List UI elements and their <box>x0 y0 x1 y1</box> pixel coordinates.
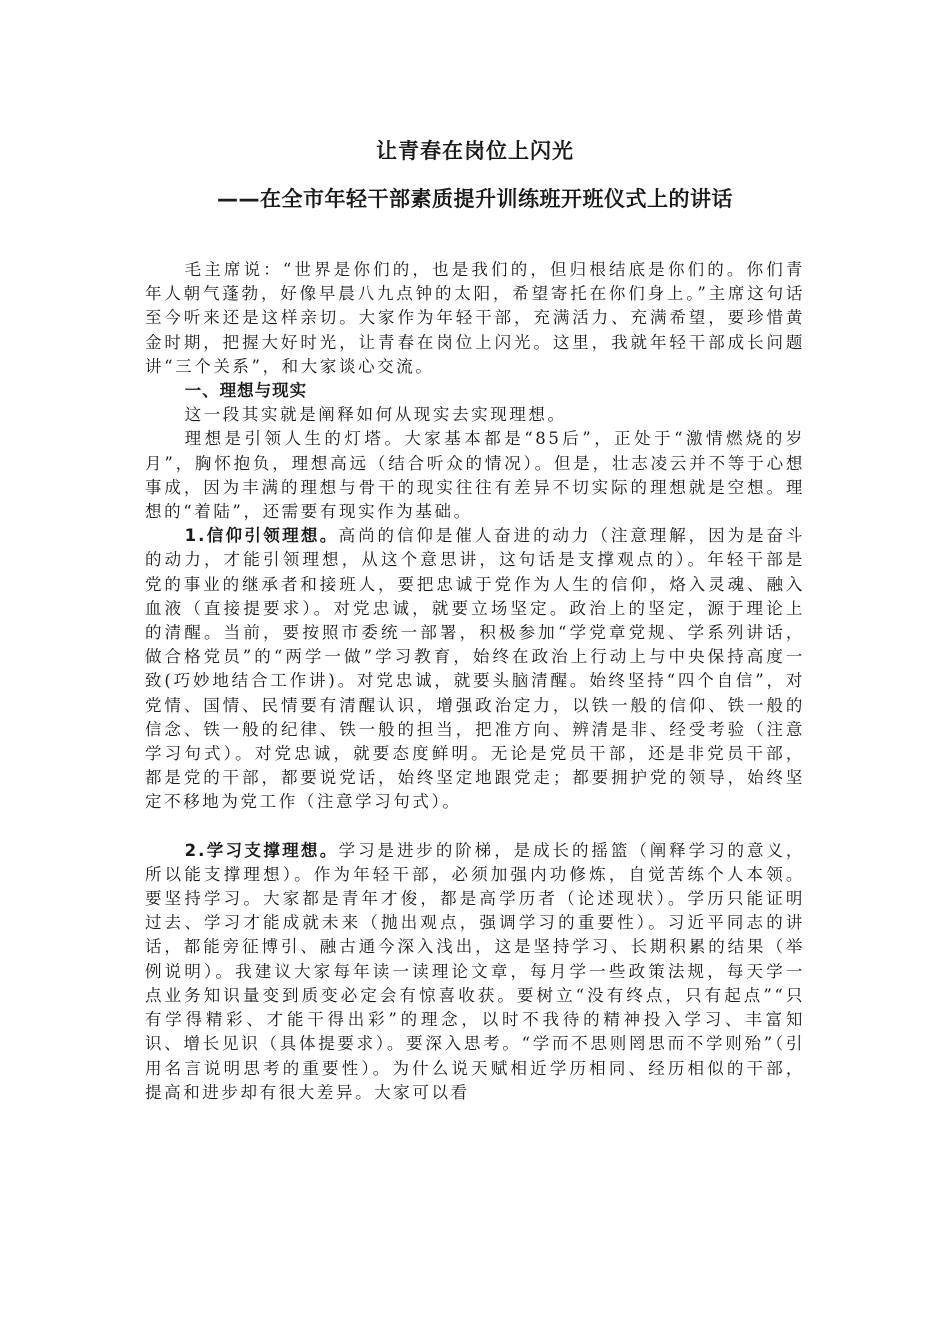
point-text-2: 学习是进步的阶梯，是成长的摇篮（阐释学习的意义，所以能支撑理想）。作为年轻干部，必须加强内功修炼，自觉苦练个人本领。要坚持学习。大家都是青年才俊，都是高学历者（论述现状）。学历只能证明过去、学习才能成就未来（抛出观点，强调学习的重要性）。习近平同志的讲话，都能旁征博引、融古通今深入浅出，这是坚持学习、长期积累的结果（举例说明）。我建议大家每年读一读理论文章，每月学一些政策法规，每天学一点业务知识量变到质变必定会有惊喜收获。要树立“没有终点，只有起点”“只有学得精彩、才能干得出彩”的理念，以时不我待的精神投入学习、丰富知识、增长见识（具体提要求）。要深入思考。“学而不思则罔思而不学则殆”（引用名言说明思考的重要性）。为什么说天赋相近学历相同、经历相似的干部，提高和进步却有很大差异。大家可以看 <box>145 840 806 1102</box>
section-paragraph: 理想是引领人生的灯塔。大家基本都是“85后”，正处于“激情燃烧的岁月”，胸怀抱负，理想高远（结合听众的情况）。但是，壮志凌云并不等于心想事成，因为丰满的理想与骨干的现实往往有差异不切实际的理想就是空想。理想的“着陆”，还需要有现实作为基础。 <box>145 429 805 522</box>
document-title: 让青春在岗位上闪光 <box>376 139 574 163</box>
document-subtitle: ——在全市年轻干部素质提升训练班开班仪式上的讲话 <box>217 187 733 211</box>
point-paragraph-2 <box>145 839 805 1105</box>
point-paragraph-1 <box>145 524 805 814</box>
intro-paragraph: 毛主席说：“世界是你们的，也是我们的，但归根结底是你们的。你们青年人朝气蓬勃，好像早晨八九点钟的太阳，希望寄托在你们身上。”主席这句话至今听来还是这样亲切。大家作为年轻干部，充满活力、充满希望，要珍惜黄金时期，把握大好时光，让青春在岗位上闪光。这里，我就年轻干部成长问题讲“三个关系”，和大家谈心交流。 <box>145 260 805 376</box>
point-lead-1: 1.信仰引领理想。 <box>184 526 339 546</box>
section-heading: 一、理想与现实 <box>184 381 308 401</box>
document-page <box>145 134 805 1105</box>
point-text-1: 高尚的信仰是催人奋进的动力（注意理解，因为是奋斗的动力，才能引领理想，从这个意思讲，这句话是支撑观点的）。年轻干部是党的事业的继承者和接班人，要把忠诚于党作为人生的信仰，烙入灵魂、融入血液（直接提要求）。对党忠诚，就要立场坚定。政治上的坚定，源于理论上的清醒。当前，要按照市委统一部署，积极参加“学党章党规、学系列讲话，做合格党员”的“两学一做”学习教育，始终在政治上行动上与中央保持高度一致(巧妙地结合工作讲)。对党忠诚，就要头脑清醒。始终坚持“四个自信”，对党情、国情、民情要有清醒认识，增强政治定力，以铁一般的信仰、铁一般的信念、铁一般的纪律、铁一般的担当，把准方向、辨清是非、经受考验（注意学习句式）。对党忠诚，就要态度鲜明。无论是党员干部，还是非党员干部，都是党的干部，都要说党话，始终坚定地跟党走；都要拥护党的领导，始终坚定不移地为党工作（注意学习句式）。 <box>145 526 806 812</box>
section-note: 这一段其实就是阐释如何从现实去实现理想。 <box>184 405 567 425</box>
point-lead-2: 2.学习支撑理想。 <box>184 840 339 860</box>
document-body <box>145 258 805 1105</box>
